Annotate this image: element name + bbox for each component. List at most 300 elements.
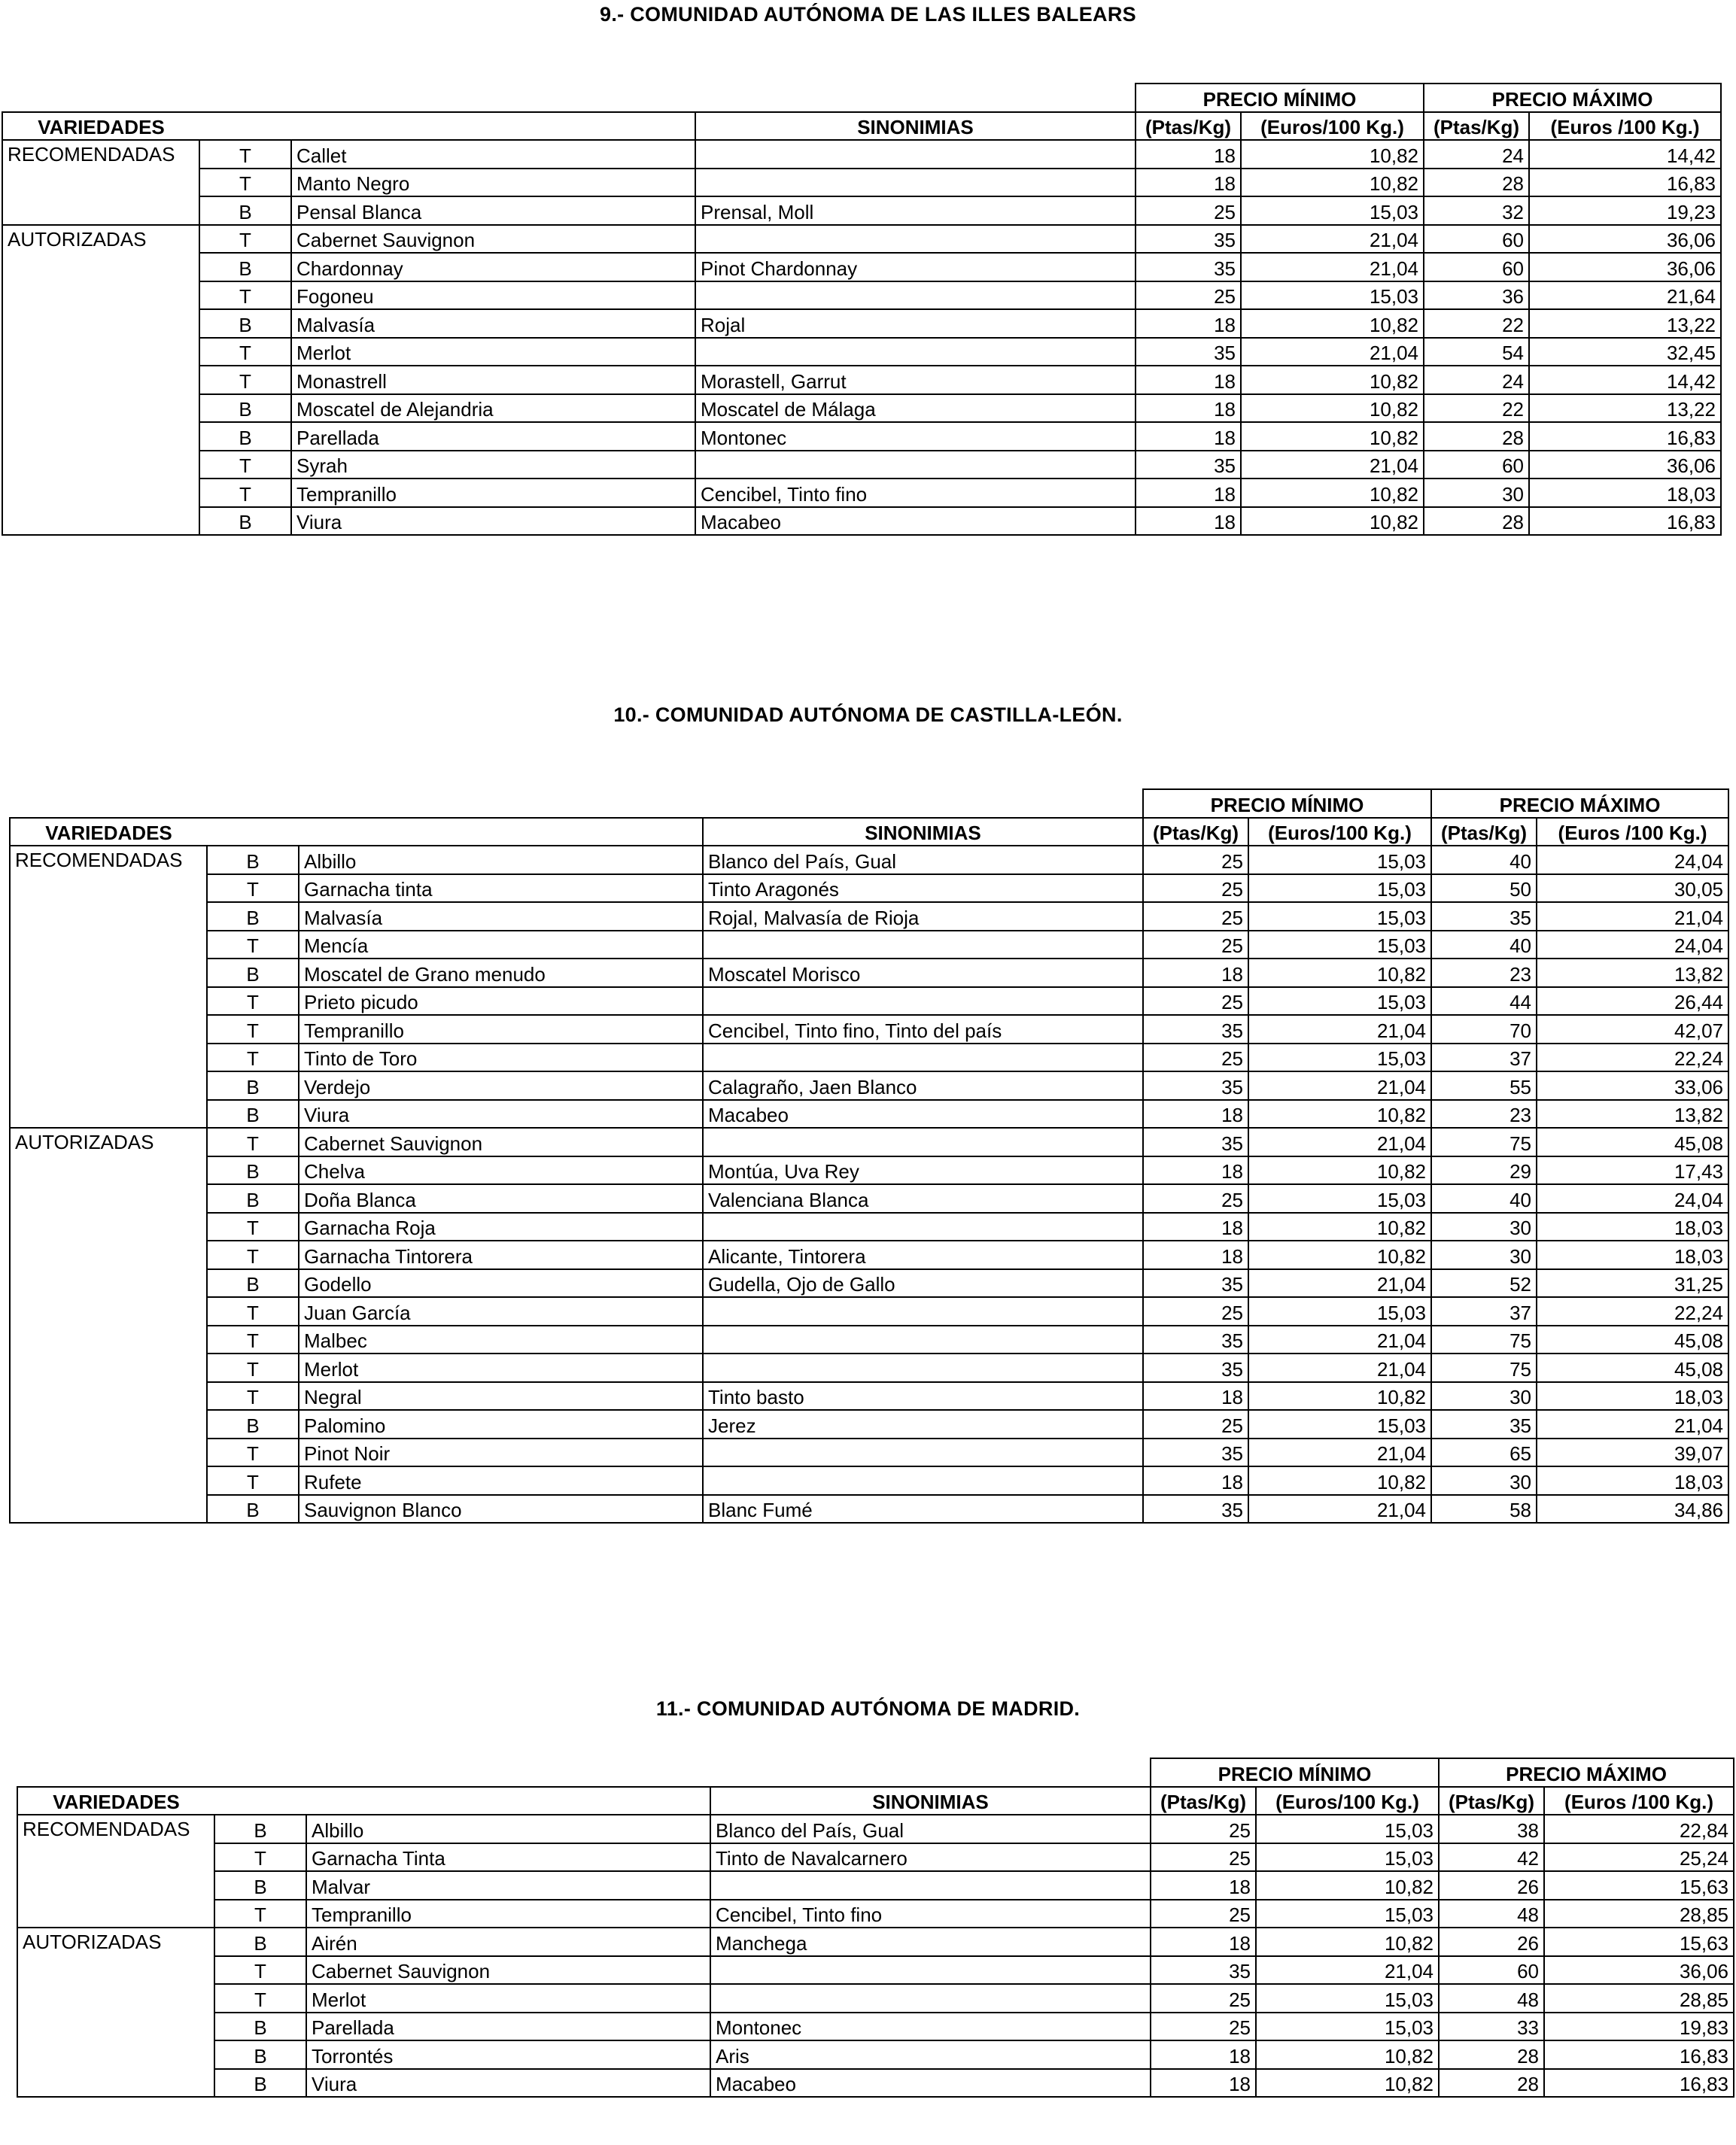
- variety-name: Callet: [291, 140, 695, 169]
- variety-name: Manto Negro: [291, 169, 695, 197]
- table-row: [2, 338, 1721, 366]
- color-code: B: [214, 2013, 306, 2041]
- color-code: B: [199, 196, 291, 225]
- min-price-euros: 10,82: [1241, 507, 1424, 536]
- max-price-euros: 18,03: [1529, 479, 1721, 507]
- synonyms: Macabeo: [703, 1100, 1143, 1129]
- min-price-ptas: 18: [1151, 2069, 1256, 2098]
- min-euros-header: (Euros/100 Kg.): [1241, 112, 1424, 141]
- max-price-ptas: 30: [1431, 1382, 1537, 1411]
- min-price-euros: 21,04: [1248, 1326, 1431, 1354]
- min-price-euros: 15,03: [1248, 902, 1431, 931]
- max-price-ptas: 38: [1439, 1815, 1544, 1843]
- synonyms: Rojal: [695, 309, 1136, 338]
- variety-name: Chardonnay: [291, 253, 695, 281]
- synonyms: Moscatel Morisco: [703, 959, 1143, 987]
- min-price-ptas: 25: [1143, 1184, 1248, 1213]
- color-code: B: [207, 1184, 299, 1213]
- min-price-ptas: 35: [1143, 1495, 1248, 1524]
- min-price-ptas: 35: [1136, 338, 1241, 366]
- table-row: [2, 225, 1721, 254]
- max-price-ptas: 37: [1431, 1297, 1537, 1326]
- variety-name: Viura: [291, 507, 695, 536]
- price-max-header: PRECIO MÁXIMO: [1431, 789, 1728, 818]
- color-code: T: [207, 1044, 299, 1072]
- variety-name: Malbec: [299, 1326, 703, 1354]
- header-blank: [2, 84, 1136, 112]
- header-spacer: [199, 112, 291, 141]
- min-price-ptas: 18: [1143, 959, 1248, 987]
- max-price-ptas: 60: [1424, 253, 1529, 281]
- max-price-ptas: 40: [1431, 846, 1537, 874]
- table-row: [10, 1071, 1728, 1100]
- synonyms: Montonec: [695, 422, 1136, 451]
- table-row: [10, 987, 1728, 1016]
- table-row: [10, 1128, 1728, 1156]
- variety-name: Godello: [299, 1269, 703, 1298]
- min-price-ptas: 25: [1143, 902, 1248, 931]
- max-price-euros: 22,84: [1544, 1815, 1734, 1843]
- variety-name: Garnacha Tinta: [306, 1843, 710, 1872]
- min-price-ptas: 18: [1136, 507, 1241, 536]
- table-row: [17, 1984, 1734, 2013]
- synonyms: Prensal, Moll: [695, 196, 1136, 225]
- variety-name: Fogoneu: [291, 281, 695, 310]
- header-row-columns: [10, 818, 1728, 846]
- color-code: T: [214, 1984, 306, 2013]
- min-price-euros: 15,03: [1256, 1900, 1439, 1928]
- header-spacer: [291, 112, 695, 141]
- table-row: [10, 1466, 1728, 1495]
- variety-name: Negral: [299, 1382, 703, 1411]
- max-price-euros: 36,06: [1544, 1956, 1734, 1985]
- table-row: [17, 2040, 1734, 2069]
- max-price-euros: 22,24: [1537, 1297, 1728, 1326]
- color-code: B: [214, 2040, 306, 2069]
- min-price-ptas: 18: [1143, 1241, 1248, 1269]
- min-price-ptas: 35: [1143, 1439, 1248, 1467]
- synonyms: Blanco del País, Gual: [703, 846, 1143, 874]
- max-price-ptas: 60: [1424, 451, 1529, 479]
- max-price-ptas: 44: [1431, 987, 1537, 1016]
- synonyms: [695, 225, 1136, 254]
- max-price-ptas: 24: [1424, 140, 1529, 169]
- table-row: [2, 451, 1721, 479]
- min-price-euros: 21,04: [1248, 1439, 1431, 1467]
- synonyms: Montúa, Uva Rey: [703, 1156, 1143, 1185]
- max-price-euros: 18,03: [1537, 1382, 1728, 1411]
- max-price-ptas: 22: [1424, 394, 1529, 423]
- price-table: [9, 788, 1729, 1524]
- min-price-ptas: 18: [1136, 366, 1241, 394]
- min-price-euros: 15,03: [1248, 1410, 1431, 1439]
- max-price-euros: 31,25: [1537, 1269, 1728, 1298]
- table-row: [10, 846, 1728, 874]
- synonyms: Macabeo: [695, 507, 1136, 536]
- min-price-ptas: 18: [1136, 422, 1241, 451]
- color-code: B: [207, 1156, 299, 1185]
- max-price-ptas: 58: [1431, 1495, 1537, 1524]
- color-code: T: [214, 1843, 306, 1872]
- table-row: [10, 1184, 1728, 1213]
- max-price-ptas: 36: [1424, 281, 1529, 310]
- min-price-euros: 15,03: [1248, 1044, 1431, 1072]
- variety-name: Viura: [299, 1100, 703, 1129]
- variety-name: Parellada: [291, 422, 695, 451]
- max-price-ptas: 75: [1431, 1128, 1537, 1156]
- color-code: T: [199, 451, 291, 479]
- table-row: [10, 1382, 1728, 1411]
- max-price-euros: 34,86: [1537, 1495, 1728, 1524]
- max-price-euros: 18,03: [1537, 1241, 1728, 1269]
- synonyms: [703, 987, 1143, 1016]
- min-price-ptas: 18: [1143, 1100, 1248, 1129]
- color-code: B: [207, 1269, 299, 1298]
- max-price-euros: 13,22: [1529, 309, 1721, 338]
- min-price-euros: 15,03: [1248, 987, 1431, 1016]
- max-price-euros: 30,05: [1537, 874, 1728, 903]
- min-price-euros: 15,03: [1256, 1815, 1439, 1843]
- synonyms-header: SINONIMIAS: [710, 1787, 1151, 1815]
- table-row: [2, 253, 1721, 281]
- max-price-euros: 16,83: [1529, 422, 1721, 451]
- min-price-ptas: 35: [1143, 1128, 1248, 1156]
- max-price-ptas: 28: [1424, 169, 1529, 197]
- price-table: [2, 83, 1722, 536]
- max-price-euros: 26,44: [1537, 987, 1728, 1016]
- table-row: [10, 959, 1728, 987]
- min-price-euros: 15,03: [1256, 2013, 1439, 2041]
- synonyms: Pinot Chardonnay: [695, 253, 1136, 281]
- max-price-ptas: 70: [1431, 1015, 1537, 1044]
- min-price-euros: 10,82: [1248, 1156, 1431, 1185]
- color-code: T: [207, 1297, 299, 1326]
- color-code: T: [207, 987, 299, 1016]
- synonyms: Aris: [710, 2040, 1151, 2069]
- min-price-euros: 21,04: [1248, 1015, 1431, 1044]
- max-price-euros: 17,43: [1537, 1156, 1728, 1185]
- color-code: T: [207, 1213, 299, 1241]
- max-price-euros: 45,08: [1537, 1326, 1728, 1354]
- max-price-euros: 15,63: [1544, 1871, 1734, 1900]
- color-code: B: [214, 2069, 306, 2098]
- table-row: [2, 479, 1721, 507]
- variety-name: Viura: [306, 2069, 710, 2098]
- min-price-euros: 21,04: [1248, 1495, 1431, 1524]
- table-row: [10, 1213, 1728, 1241]
- min-price-euros: 10,82: [1241, 309, 1424, 338]
- synonyms-header: SINONIMIAS: [703, 818, 1143, 846]
- min-price-ptas: 25: [1143, 846, 1248, 874]
- max-price-euros: 14,42: [1529, 140, 1721, 169]
- synonyms: [695, 169, 1136, 197]
- color-code: T: [207, 1466, 299, 1495]
- group-label: AUTORIZADAS: [2, 225, 199, 536]
- max-price-euros: 18,03: [1537, 1466, 1728, 1495]
- synonyms: Jerez: [703, 1410, 1143, 1439]
- table-row: [2, 169, 1721, 197]
- min-price-ptas: 18: [1143, 1382, 1248, 1411]
- max-euros-header: (Euros /100 Kg.): [1537, 818, 1728, 846]
- min-price-ptas: 18: [1136, 479, 1241, 507]
- max-price-ptas: 24: [1424, 366, 1529, 394]
- min-price-euros: 15,03: [1256, 1984, 1439, 2013]
- min-price-ptas: 25: [1143, 1297, 1248, 1326]
- table-row: [10, 902, 1728, 931]
- table-row: [10, 931, 1728, 959]
- min-price-euros: 10,82: [1248, 1213, 1431, 1241]
- synonyms: [710, 1871, 1151, 1900]
- synonyms: Manchega: [710, 1928, 1151, 1956]
- variety-name: Mencía: [299, 931, 703, 959]
- variety-name: Merlot: [306, 1984, 710, 2013]
- min-price-euros: 10,82: [1241, 169, 1424, 197]
- synonyms-header: SINONIMIAS: [695, 112, 1136, 141]
- min-price-ptas: 35: [1143, 1015, 1248, 1044]
- price-max-header: PRECIO MÁXIMO: [1424, 84, 1721, 112]
- table-row: [17, 2069, 1734, 2098]
- min-price-euros: 10,82: [1256, 2069, 1439, 2098]
- header-row-prices: [17, 1758, 1734, 1787]
- min-price-ptas: 18: [1136, 394, 1241, 423]
- color-code: T: [207, 1439, 299, 1467]
- variety-name: Airén: [306, 1928, 710, 1956]
- max-price-euros: 45,08: [1537, 1128, 1728, 1156]
- min-price-ptas: 35: [1136, 253, 1241, 281]
- min-price-euros: 15,03: [1248, 1184, 1431, 1213]
- max-price-ptas: 23: [1431, 1100, 1537, 1129]
- group-label: RECOMENDADAS: [2, 140, 199, 225]
- variety-name: Merlot: [299, 1354, 703, 1382]
- color-code: B: [207, 1071, 299, 1100]
- variety-name: Pinot Noir: [299, 1439, 703, 1467]
- variety-name: Albillo: [299, 846, 703, 874]
- min-price-euros: 10,82: [1256, 1871, 1439, 1900]
- color-code: T: [207, 874, 299, 903]
- min-price-ptas: 25: [1143, 931, 1248, 959]
- table-row: [2, 422, 1721, 451]
- min-price-euros: 10,82: [1241, 479, 1424, 507]
- table-row: [17, 1815, 1734, 1843]
- table-row: [2, 196, 1721, 225]
- max-price-euros: 13,82: [1537, 1100, 1728, 1129]
- varieties-header: VARIEDADES: [10, 818, 207, 846]
- group-label: AUTORIZADAS: [17, 1928, 214, 2097]
- table-row: [10, 1156, 1728, 1185]
- color-code: B: [214, 1815, 306, 1843]
- min-price-euros: 10,82: [1248, 1100, 1431, 1129]
- synonyms: [695, 140, 1136, 169]
- table-row: [2, 507, 1721, 536]
- max-price-euros: 14,42: [1529, 366, 1721, 394]
- color-code: T: [199, 140, 291, 169]
- synonyms: Calagraño, Jaen Blanco: [703, 1071, 1143, 1100]
- variety-name: Albillo: [306, 1815, 710, 1843]
- variety-name: Garnacha Roja: [299, 1213, 703, 1241]
- synonyms: Valenciana Blanca: [703, 1184, 1143, 1213]
- variety-name: Tempranillo: [291, 479, 695, 507]
- color-code: B: [207, 959, 299, 987]
- table-row: [17, 1843, 1734, 1872]
- color-code: T: [207, 1382, 299, 1411]
- synonyms: [703, 1354, 1143, 1382]
- min-price-ptas: 25: [1136, 196, 1241, 225]
- max-price-euros: 24,04: [1537, 1184, 1728, 1213]
- max-price-euros: 21,64: [1529, 281, 1721, 310]
- min-price-euros: 15,03: [1256, 1843, 1439, 1872]
- min-price-euros: 15,03: [1248, 874, 1431, 903]
- price-max-header: PRECIO MÁXIMO: [1439, 1758, 1734, 1787]
- variety-name: Torrontés: [306, 2040, 710, 2069]
- synonyms: Montonec: [710, 2013, 1151, 2041]
- max-price-ptas: 42: [1439, 1843, 1544, 1872]
- max-price-ptas: 35: [1431, 1410, 1537, 1439]
- min-price-euros: 10,82: [1241, 394, 1424, 423]
- table-row: [10, 1326, 1728, 1354]
- color-code: T: [214, 1956, 306, 1985]
- table-row: [17, 1956, 1734, 1985]
- max-ptas-header: (Ptas/Kg): [1424, 112, 1529, 141]
- min-ptas-header: (Ptas/Kg): [1136, 112, 1241, 141]
- max-price-euros: 22,24: [1537, 1044, 1728, 1072]
- variety-name: Tempranillo: [299, 1015, 703, 1044]
- max-euros-header: (Euros /100 Kg.): [1529, 112, 1721, 141]
- max-price-ptas: 30: [1431, 1213, 1537, 1241]
- header-row-prices: [2, 84, 1721, 112]
- synonyms: [703, 931, 1143, 959]
- variety-name: Moscatel de Alejandria: [291, 394, 695, 423]
- header-spacer: [207, 818, 299, 846]
- max-price-ptas: 23: [1431, 959, 1537, 987]
- min-price-ptas: 35: [1151, 1956, 1256, 1985]
- section-title: 10.- COMUNIDAD AUTÓNOMA DE CASTILLA-LEÓN.: [613, 703, 1123, 726]
- min-price-ptas: 25: [1151, 1984, 1256, 2013]
- min-price-ptas: 25: [1151, 2013, 1256, 2041]
- max-price-ptas: 33: [1439, 2013, 1544, 2041]
- variety-name: Syrah: [291, 451, 695, 479]
- max-price-euros: 19,83: [1544, 2013, 1734, 2041]
- max-price-ptas: 30: [1431, 1466, 1537, 1495]
- max-price-ptas: 65: [1431, 1439, 1537, 1467]
- table-row: [10, 1297, 1728, 1326]
- max-price-ptas: 37: [1431, 1044, 1537, 1072]
- price-min-header: PRECIO MÍNIMO: [1151, 1758, 1439, 1787]
- synonyms: Alicante, Tintorera: [703, 1241, 1143, 1269]
- max-price-ptas: 26: [1439, 1928, 1544, 1956]
- max-price-euros: 25,24: [1544, 1843, 1734, 1872]
- max-price-ptas: 32: [1424, 196, 1529, 225]
- variety-name: Prieto picudo: [299, 987, 703, 1016]
- header-blank: [10, 789, 1143, 818]
- max-price-euros: 16,83: [1544, 2069, 1734, 2098]
- max-price-euros: 21,04: [1537, 1410, 1728, 1439]
- max-price-euros: 36,06: [1529, 451, 1721, 479]
- table-row: [10, 1044, 1728, 1072]
- max-price-ptas: 48: [1439, 1900, 1544, 1928]
- synonyms: [703, 1466, 1143, 1495]
- synonyms: Cencibel, Tinto fino: [710, 1900, 1151, 1928]
- min-price-ptas: 18: [1136, 309, 1241, 338]
- color-code: T: [199, 366, 291, 394]
- synonyms: Gudella, Ojo de Gallo: [703, 1269, 1143, 1298]
- synonyms: Cencibel, Tinto fino: [695, 479, 1136, 507]
- min-price-euros: 10,82: [1248, 1382, 1431, 1411]
- min-price-ptas: 18: [1151, 1871, 1256, 1900]
- max-price-ptas: 30: [1424, 479, 1529, 507]
- color-code: T: [207, 1354, 299, 1382]
- color-code: B: [199, 507, 291, 536]
- synonyms: [710, 1984, 1151, 2013]
- synonyms: Moscatel de Málaga: [695, 394, 1136, 423]
- max-price-euros: 24,04: [1537, 846, 1728, 874]
- price-table: [17, 1758, 1734, 2098]
- synonyms: Blanco del País, Gual: [710, 1815, 1151, 1843]
- max-price-euros: 13,82: [1537, 959, 1728, 987]
- max-price-euros: 16,83: [1529, 507, 1721, 536]
- min-price-ptas: 18: [1143, 1213, 1248, 1241]
- color-code: T: [214, 1900, 306, 1928]
- table-row: [10, 1495, 1728, 1524]
- table-row: [2, 366, 1721, 394]
- header-row-columns: [2, 112, 1721, 141]
- variety-name: Rufete: [299, 1466, 703, 1495]
- synonyms: [703, 1326, 1143, 1354]
- max-price-ptas: 28: [1439, 2040, 1544, 2069]
- color-code: T: [199, 479, 291, 507]
- variety-name: Pensal Blanca: [291, 196, 695, 225]
- color-code: B: [207, 1410, 299, 1439]
- variety-name: Verdejo: [299, 1071, 703, 1100]
- max-price-euros: 28,85: [1544, 1984, 1734, 2013]
- header-spacer: [299, 818, 703, 846]
- color-code: T: [199, 169, 291, 197]
- variety-name: Cabernet Sauvignon: [306, 1956, 710, 1985]
- max-price-ptas: 28: [1439, 2069, 1544, 2098]
- header-spacer: [214, 1787, 306, 1815]
- min-price-euros: 15,03: [1248, 846, 1431, 874]
- min-price-euros: 21,04: [1248, 1269, 1431, 1298]
- max-price-euros: 16,83: [1529, 169, 1721, 197]
- synonyms: [703, 1128, 1143, 1156]
- min-ptas-header: (Ptas/Kg): [1143, 818, 1248, 846]
- min-euros-header: (Euros/100 Kg.): [1256, 1787, 1439, 1815]
- max-price-euros: 33,06: [1537, 1071, 1728, 1100]
- max-price-euros: 16,83: [1544, 2040, 1734, 2069]
- header-blank: [17, 1758, 1151, 1787]
- min-ptas-header: (Ptas/Kg): [1151, 1787, 1256, 1815]
- color-code: B: [207, 902, 299, 931]
- max-price-ptas: 48: [1439, 1984, 1544, 2013]
- table-row: [10, 874, 1728, 903]
- max-price-euros: 45,08: [1537, 1354, 1728, 1382]
- variety-name: Palomino: [299, 1410, 703, 1439]
- table-row: [17, 2013, 1734, 2041]
- synonyms: Macabeo: [710, 2069, 1151, 2098]
- color-code: T: [207, 1128, 299, 1156]
- group-label: RECOMENDADAS: [17, 1815, 214, 1928]
- min-price-ptas: 35: [1143, 1269, 1248, 1298]
- min-price-ptas: 35: [1136, 225, 1241, 254]
- max-price-euros: 21,04: [1537, 902, 1728, 931]
- variety-name: Sauvignon Blanco: [299, 1495, 703, 1524]
- min-price-ptas: 25: [1136, 281, 1241, 310]
- max-price-ptas: 52: [1431, 1269, 1537, 1298]
- max-ptas-header: (Ptas/Kg): [1439, 1787, 1544, 1815]
- max-price-ptas: 30: [1431, 1241, 1537, 1269]
- min-price-euros: 21,04: [1256, 1956, 1439, 1985]
- max-price-euros: 15,63: [1544, 1928, 1734, 1956]
- table-row: [10, 1410, 1728, 1439]
